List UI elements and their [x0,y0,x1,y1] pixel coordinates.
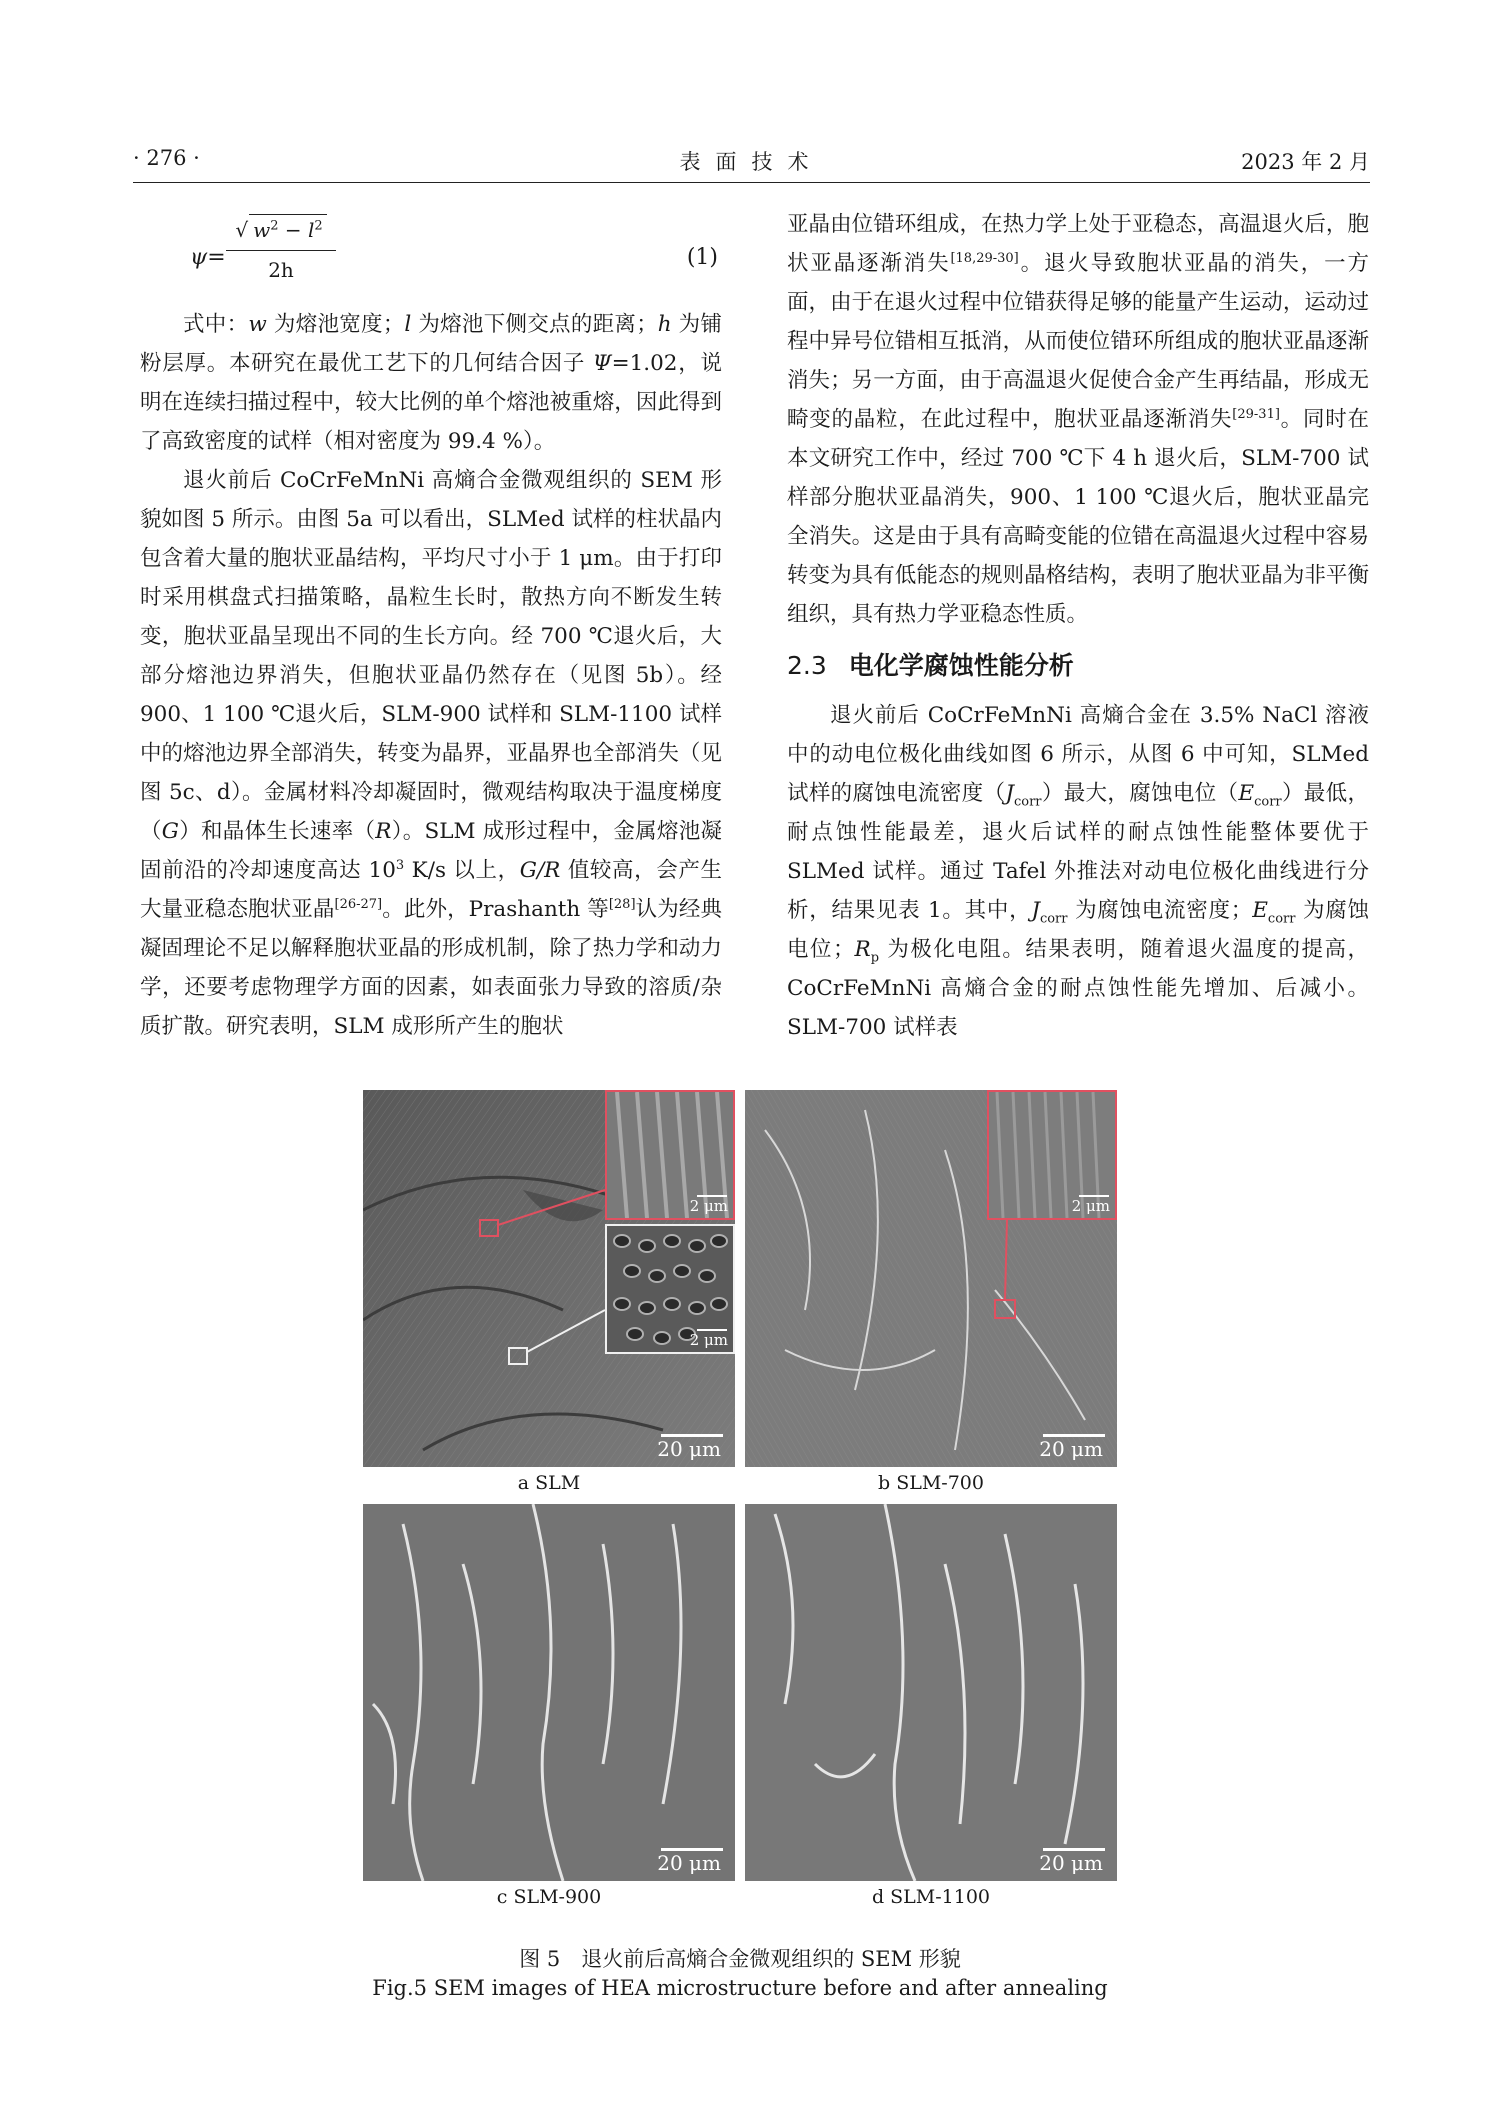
inset-scale: 2 μm [689,1331,728,1349]
sem-panel-slm-700 [745,1090,1117,1467]
page-number: · 276 · [133,146,200,170]
sem-image-slm-1100 [745,1504,1117,1881]
subcaption-a: a SLM [517,1472,581,1494]
paragraph: 亚晶由位错环组成，在热力学上处于亚稳态，高温退火后，胞状亚晶逐渐消失[18,29-30]。退火导致胞状亚晶的消失，一方面，由于在退火过程中位错获得足够的能量产生运动，运动过程中异号位错相互抵消，从而使位错环所组成的胞状亚晶逐渐消失；另一方面，由于高温退火促使合金产生再结晶，形成无畸变的晶粒，在此过程中，胞状亚晶逐渐消失[29-31]。同时在本文研究工作中，经过 700 ℃下 4 h 退火后，SLM-700 试样部分胞状亚晶消失，900、1 100 ℃退火后，胞状亚晶完全消失。这是由于具有高畸变能的位错在高温退火过程中容易转变为具有低能态的规则晶格结构，表明了胞状亚晶为非平衡组织，具有热力学亚稳态性质。 [787,212,1369,627]
journal-name: 表面技术 [679,150,824,174]
subcaption-d: d SLM-1100 [871,1886,991,1908]
section-heading [787,646,1369,686]
header-rule [133,182,1370,183]
panel-scale: 20 μm [1039,1851,1103,1875]
citation[interactable]: [29-31] [1232,406,1280,422]
equation-number: (1) [686,245,718,270]
panel-scale: 20 μm [657,1437,721,1461]
inset-slm-top [605,1090,735,1220]
right-column [787,205,1369,1047]
citation[interactable]: [18,29-30] [950,250,1019,266]
citation[interactable]: [26-27] [334,896,383,912]
page-header [133,138,1370,178]
panel-scale: 20 μm [657,1851,721,1875]
sem-image-slm-900 [363,1504,735,1881]
sem-panel-slm-1100 [745,1504,1117,1881]
panel-scale: 20 μm [1039,1437,1103,1461]
section-number: 2.3 [787,651,827,680]
inset-slm-700 [987,1090,1117,1220]
figure-caption-cn: 图 5 退火前后高熵合金微观组织的 SEM 形貌 [519,1947,961,1971]
left-column [140,205,722,1046]
subcaption-c: c SLM-900 [496,1886,602,1908]
sem-panel-slm [363,1090,735,1467]
paragraph: 退火前后 CoCrFeMnNi 高熵合金在 3.5% NaCl 溶液中的动电位极化曲线如图 6 所示，从图 6 中可知，SLMed 试样的腐蚀电流密度$(J_{corr})$最大，腐蚀电位$(E_{corr})$最低，耐点蚀性能最差，退火后试样的耐点蚀性能整体要优于 SLMed 试样。通过 Tafel 外推法对动电位极化曲线进行分析，结果见表 1。其中，$J_{corr}$ 为腐蚀电流密度；$E_{corr}$ 为腐蚀电位；$R_p$ 为极化电阻。结果表明，随着退火温度的提高，CoCrFeMnNi 高熵合金的耐点蚀性能先增加、后减小。SLM-700 试样表 [787,703,1370,1040]
figure-caption-en: Fig.5 SEM images of HEA microstructure before and after annealing [372,1976,1108,2000]
formula-fraction [226,210,336,289]
subcaption-b: b SLM-700 [878,1472,984,1494]
issue-date: 2023 年 2 月 [1241,150,1370,174]
inset-scale: 2 μm [1071,1197,1110,1215]
formula-lhs: ψ= [190,245,226,270]
formula-1 [140,205,722,303]
citation[interactable]: [28] [608,896,636,912]
formula-numerator: √ $w^2 - l^2$ [226,210,336,251]
formula-denominator: 2h [268,258,294,282]
paragraph: 退火前后 CoCrFeMnNi 高熵合金微观组织的 SEM 形貌如图 5 所示。由图 5a 可以看出，SLMed 试样的柱状晶内包含着大量的胞状亚晶结构，平均尺寸小于 1 μm。由于打印时采用棋盘式扫描策略，晶粒生长时，散热方向不断发生转变，胞状亚晶呈现出不同的生长方向。经 700 ℃退火后，大部分熔池边界消失，但胞状亚晶仍然存在（见图 5b）。经 900、1 100 ℃退火后，SLM-900 试样和 SLM-1100 试样中的熔池边界全部消失，转变为晶界，亚晶界也全部消失（见图 5c、d）。金属材料冷却凝固时，微观结构取决于温度梯度（G）和晶体生长速率（R）。SLM 成形过程中，金属熔池凝固前沿的冷却速度高达 $10^3$ K/s 以上，G/R 值较高，会产生大量亚稳态胞状亚晶[26-27]。此外，Prashanth 等[28]认为经典凝固理论不足以解释胞状亚晶的形成机制，除了热力学和动力学，还要考虑物理学方面的因素，如表面张力导致的溶质/杂质扩散。研究表明，SLM 成形所产生的胞状 [140,468,722,1039]
paragraph: 式中：w 为熔池宽度；l 为熔池下侧交点的距离；h 为铺粉层厚。本研究在最优工艺下的几何结合因子 Ψ=1.02，说明在连续扫描过程中，较大比例的单个熔池被重熔，因此得到了高致密度的试样（相对密度为 99.4 %）。 [140,312,722,454]
sem-panel-slm-900 [363,1504,735,1881]
section-title: 电化学腐蚀性能分析 [848,651,1074,680]
inset-scale: 2 μm [689,1197,728,1215]
figure-caption [300,1945,1180,2003]
inset-slm-bottom [605,1224,735,1354]
